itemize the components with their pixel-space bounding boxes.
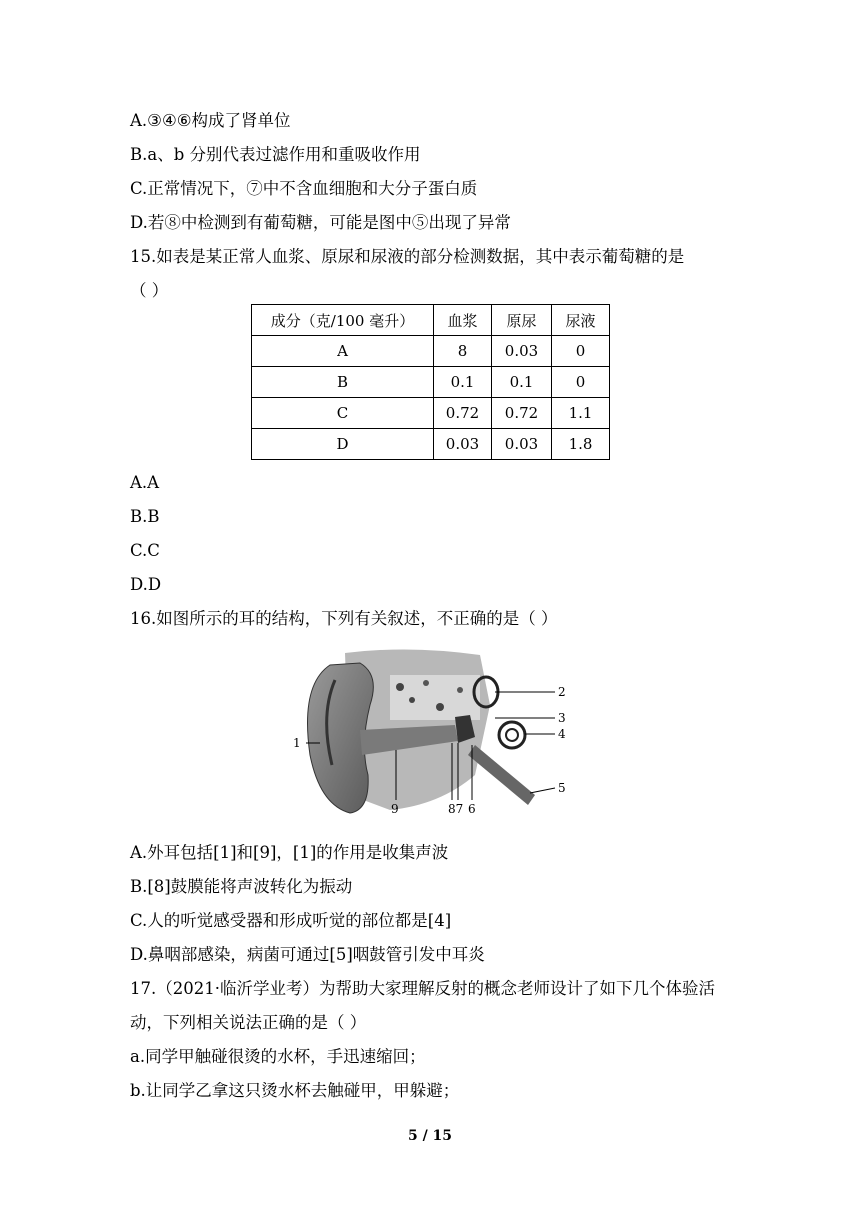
table-row [252,336,610,367]
figure-label-2: 2 [558,685,566,699]
q15-option-c: C.C [130,541,160,560]
page-number: 5 / 15 [407,1128,453,1144]
q15-data-table [251,304,610,460]
bone-cavity-shape [436,703,444,711]
table-row [252,367,610,398]
q15-option-d: D.D [130,575,162,594]
q16-option-d: D.鼻咽部感染，病菌可通过[5]咽鼓管引发中耳炎 [130,945,485,964]
cochlea-shape [499,722,525,748]
figure-label-1: 1 [293,736,301,750]
table-cell: 0 [552,336,610,367]
q17-item-a: a.同学甲触碰很烫的水杯，手迅速缩回； [130,1047,426,1066]
table-header-cell: 原尿 [492,305,552,336]
q15-option-a: A.A [130,473,160,492]
table-row [252,429,610,460]
eustachian-tube-shape [468,745,535,805]
q15-stem: 15.如表是某正常人血浆、原尿和尿液的部分检测数据，其中表示葡萄糖的是 [130,247,685,266]
figure-label-6: 6 [468,802,476,816]
table-cell: 1.8 [552,429,610,460]
table-cell: 8 [434,336,492,367]
q14-option-c: C.正常情况下，⑦中不含血细胞和大分子蛋白质 [130,179,478,198]
figure-label-5: 5 [558,781,566,795]
q14-option-d: D.若⑧中检测到有葡萄糖，可能是图中⑤出现了异常 [130,213,511,232]
table-cell: 0.72 [492,398,552,429]
table-header-row [252,305,610,336]
table-cell: 0.1 [434,367,492,398]
q14-option-a: A.③④⑥构成了肾单位 [130,111,291,130]
temporal-bone-shape [390,675,480,720]
table-cell: C [252,398,434,429]
q15-option-b: B.B [130,507,160,526]
q17-stem-cont: 动，下列相关说法正确的是（ ） [130,1013,367,1032]
table-cell: B [252,367,434,398]
table-cell: D [252,429,434,460]
q16-option-a: A.外耳包括[1]和[9]，[1]的作用是收集声波 [130,843,449,862]
table-cell: 0 [552,367,610,398]
table-cell: 1.1 [552,398,610,429]
figure-label-3: 3 [558,711,566,725]
figure-label-4: 4 [558,727,566,741]
bone-cavity-shape [396,683,404,691]
cochlea-inner-shape [506,729,518,741]
ear-structure-figure [290,645,580,820]
q16-stem: 16.如图所示的耳的结构，下列有关叙述，不正确的是（ ） [130,609,558,628]
table-header-cell: 尿液 [552,305,610,336]
q17-item-b: b.让同学乙拿这只烫水杯去触碰甲，甲躲避； [130,1081,460,1100]
q14-option-b: B.a、b 分别代表过滤作用和重吸收作用 [130,145,421,164]
table-header-cell: 成分（克/100 毫升） [252,305,434,336]
q16-option-c: C.人的听觉感受器和形成听觉的部位都是[4] [130,911,452,930]
table-row [252,398,610,429]
table-cell: 0.03 [492,336,552,367]
table-cell: A [252,336,434,367]
q16-option-b: B.[8]鼓膜能将声波转化为振动 [130,877,353,896]
bone-cavity-shape [423,680,429,686]
table-header-cell: 血浆 [434,305,492,336]
table-cell: 0.1 [492,367,552,398]
q17-stem: 17.（2021·临沂学业考）为帮助大家理解反射的概念老师设计了如下几个体验活 [130,979,715,998]
figure-label-87: 87 [448,802,464,816]
figure-label-9: 9 [391,802,399,816]
table-cell: 0.03 [492,429,552,460]
table-cell: 0.72 [434,398,492,429]
bone-cavity-shape [457,687,463,693]
q15-stem-paren: （ ） [130,281,169,300]
table-cell: 0.03 [434,429,492,460]
bone-cavity-shape [409,697,415,703]
